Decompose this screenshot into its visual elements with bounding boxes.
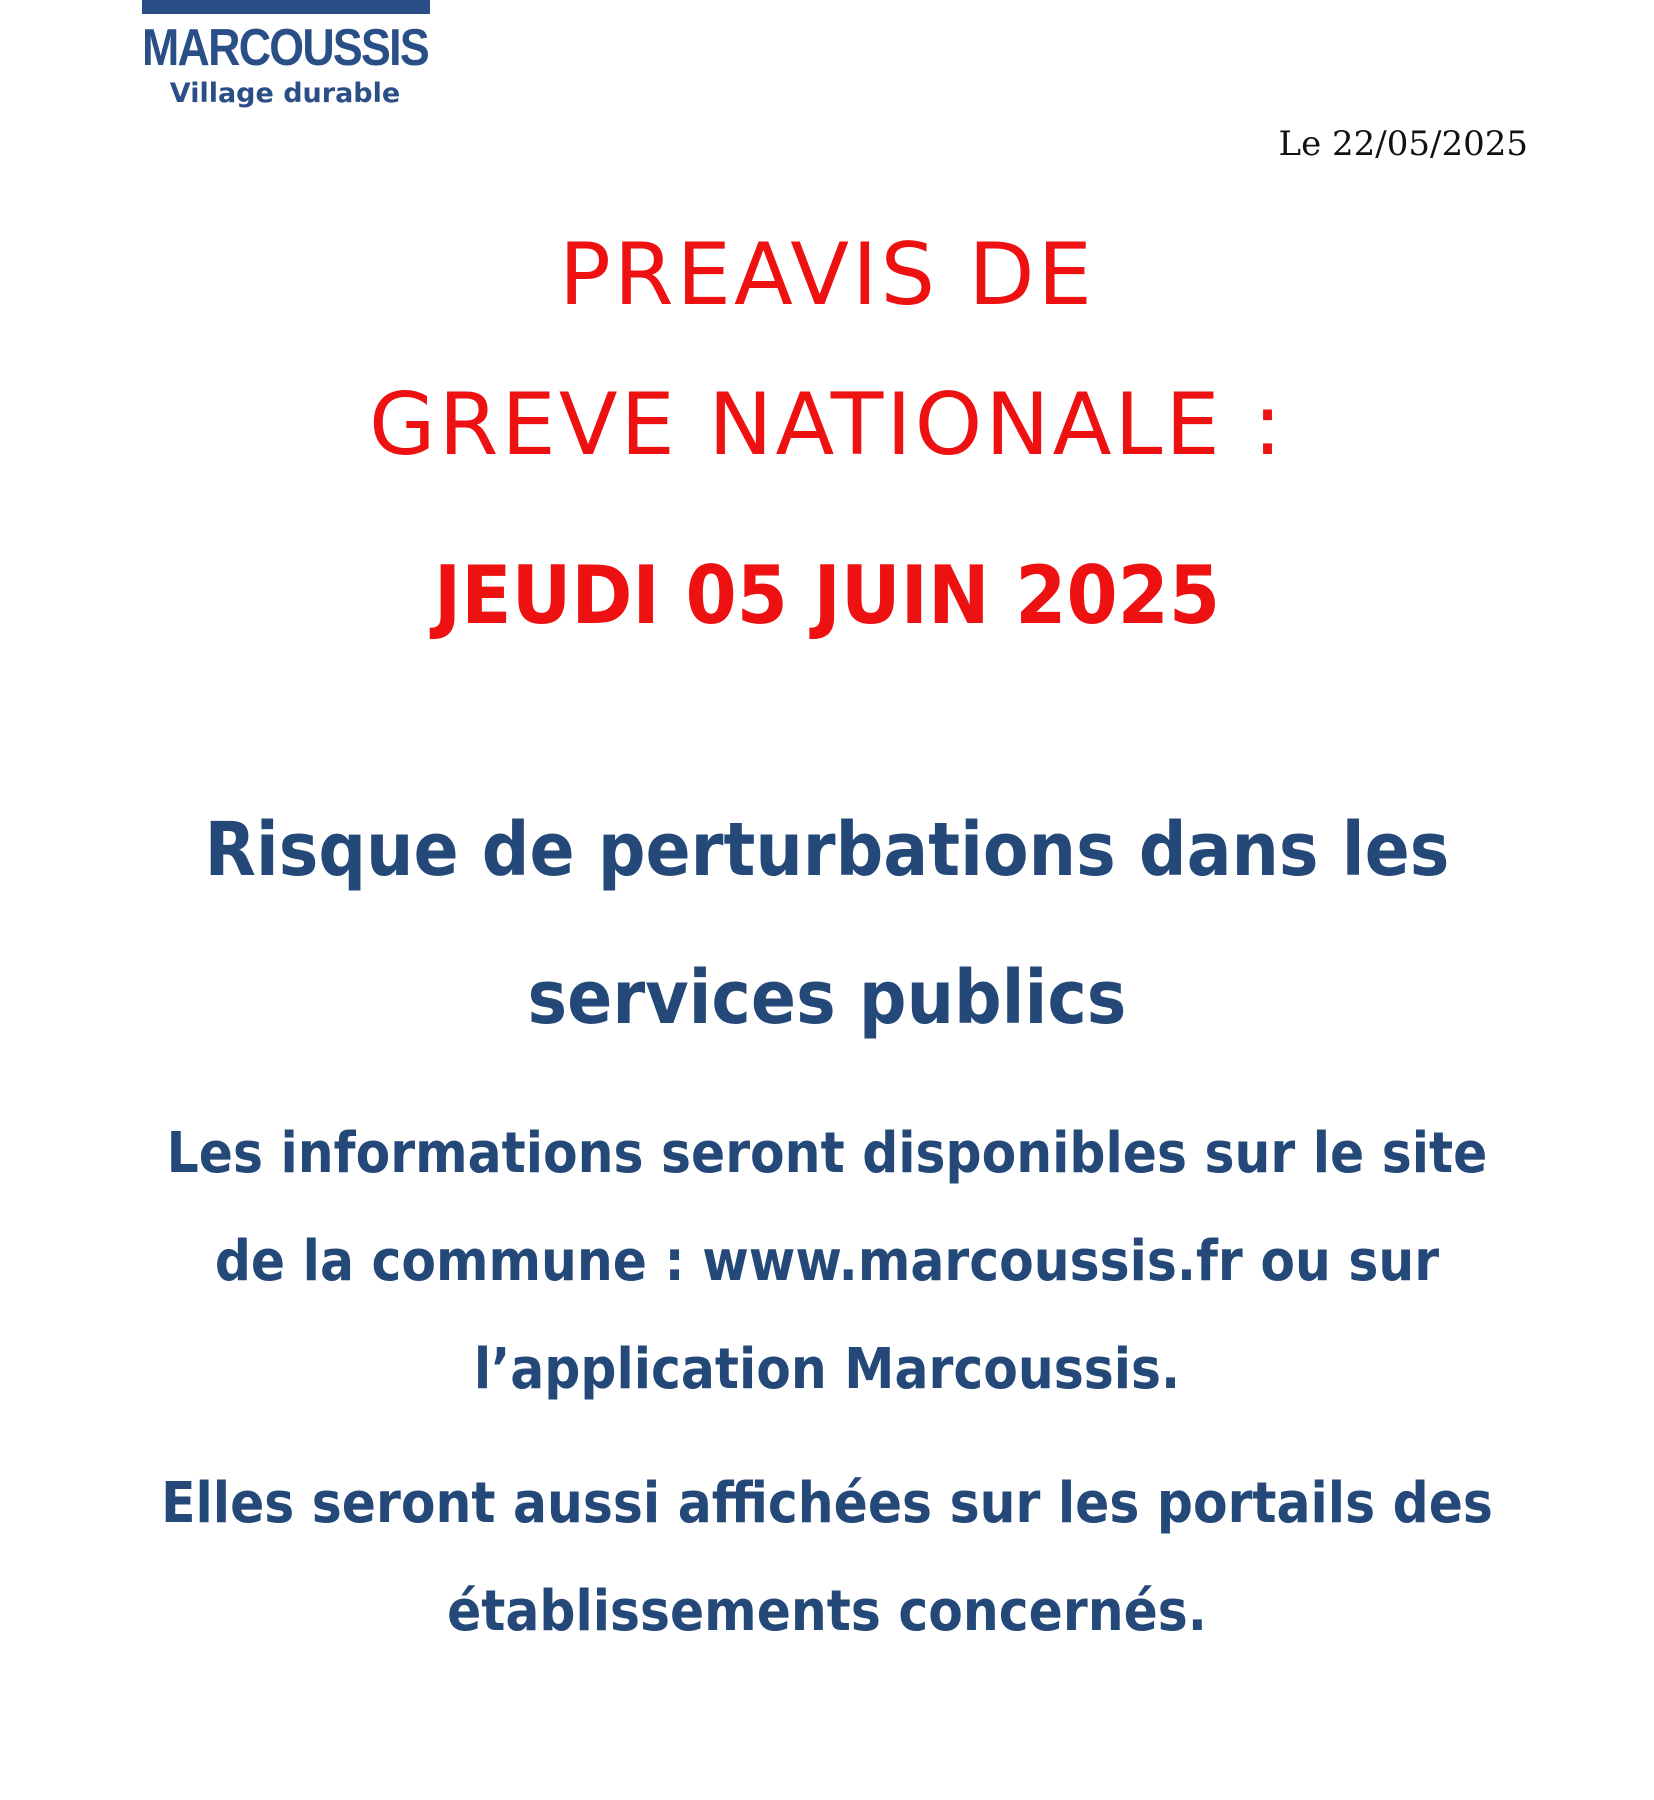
notice-title-line-2: GREVE NATIONALE : (368, 375, 1286, 475)
notice-date: Le 22/05/2025 (1278, 124, 1528, 164)
subheading-line-1: Risque de perturbations dans les (204, 807, 1450, 893)
info-line-1: Les informations seront disponibles sur le site (166, 1121, 1488, 1186)
display-line-2: établissements concernés. (447, 1579, 1207, 1644)
logo-name: MARCOUSSIS (142, 19, 428, 77)
info-line-2: de la commune : www.marcoussis.fr ou sur (214, 1229, 1440, 1294)
logo-bar (142, 0, 430, 14)
notice-title-line-1: PREAVIS DE (559, 225, 1095, 325)
strike-date: JEUDI 05 JUIN 2025 (433, 549, 1221, 642)
display-line-1: Elles seront aussi affichées sur les portails des (161, 1471, 1493, 1536)
logo (100, 0, 470, 140)
display-paragraph (83, 1450, 1572, 1666)
info-paragraph (83, 1100, 1572, 1424)
subheading (83, 776, 1572, 1072)
info-line-3: l’application Marcoussis. (473, 1337, 1181, 1402)
subheading-line-2: services publics (527, 955, 1127, 1041)
logo-tagline: Village durable (169, 78, 401, 109)
